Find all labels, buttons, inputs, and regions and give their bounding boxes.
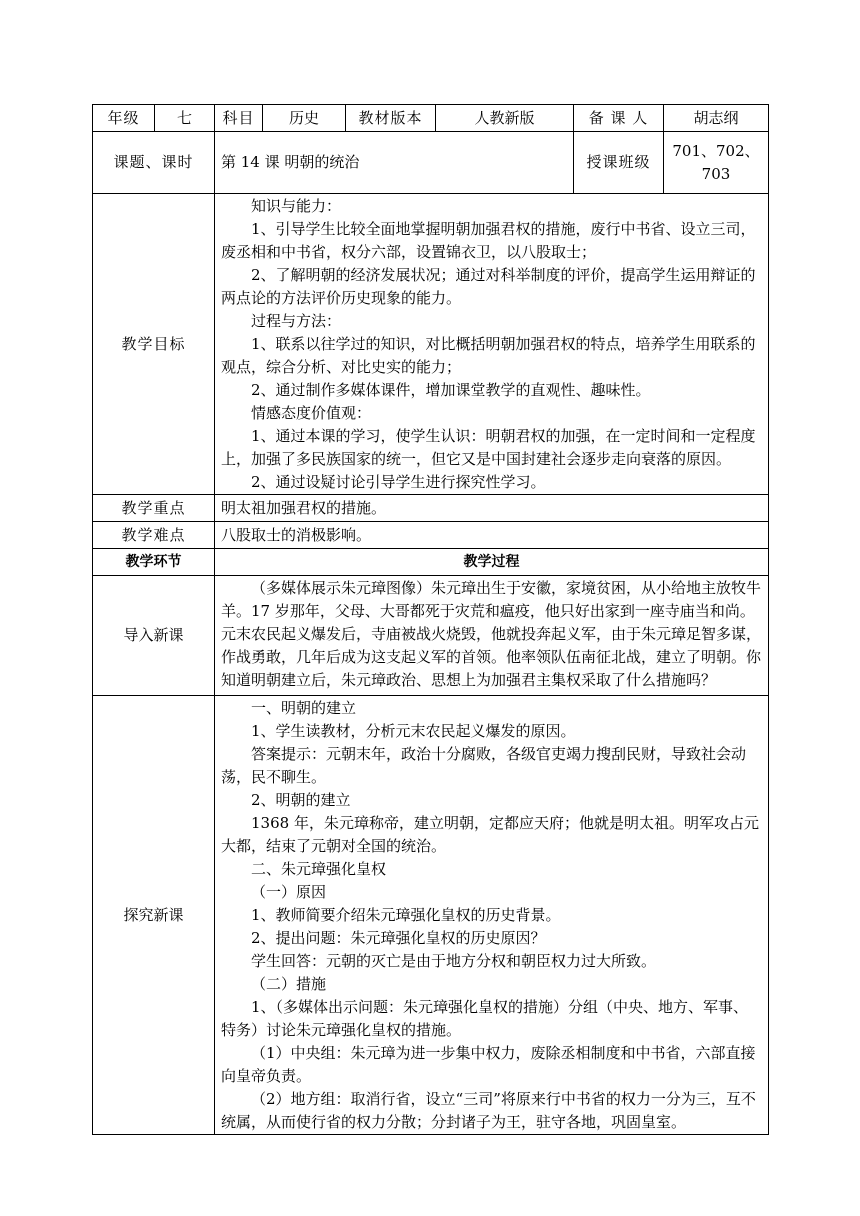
key-point-label: 教学重点 <box>93 495 215 522</box>
class-value <box>664 132 769 194</box>
process-header-row <box>93 549 769 576</box>
difficulty-value: 八股取士的消极影响。 <box>215 522 769 549</box>
objective-line: 1、通过本课的学习，使学生认识：明朝君权的加强，在一定时间和一定程度上，加强了多民族国家的统一，但它又是中国封建社会逐步走向衰落的原因。 <box>221 427 756 468</box>
class-value-line1: 701、702、 <box>672 141 760 160</box>
topic-row <box>93 132 769 194</box>
explore-line: （1）中央组：朱元璋为进一步集中权力，废除丞相制度和中书省，六部直接向皇帝负责。 <box>221 1044 756 1085</box>
grade-value: 七 <box>155 105 215 132</box>
subject-value: 历史 <box>263 105 346 132</box>
class-label: 授课班级 <box>574 132 664 194</box>
explore-label: 探究新课 <box>93 696 215 1135</box>
class-value-line2: 703 <box>701 164 731 183</box>
edition-label: 教材版本 <box>346 105 436 132</box>
objective-line: 1、联系以往学过的知识，对比概括明朝加强君权的特点，培养学生用联系的观点，综合分析、对比史实的能力； <box>221 335 756 376</box>
explore-line: 学生回答：元朝的灭亡是由于地方分权和朝臣权力过大所致。 <box>251 952 657 970</box>
difficulty-label: 教学难点 <box>93 522 215 549</box>
objective-line: 过程与方法： <box>251 312 342 330</box>
explore-line: （二）措施 <box>251 975 327 993</box>
explore-content <box>215 696 769 1135</box>
objective-line: 2、通过制作多媒体课件，增加课堂教学的直观性、趣味性。 <box>251 381 651 399</box>
objective-line: 知识与能力： <box>251 197 342 215</box>
explore-line: （2）地方组：取消行省，设立“三司”将原来行中书省的权力一分为三，互不统属，从而使行省的权力分散；分封诸子为王，驻守各地，巩固皇室。 <box>221 1090 756 1131</box>
key-point-row <box>93 495 769 522</box>
subject-label: 科目 <box>215 105 263 132</box>
explore-line: 答案提示：元朝末年，政治十分腐败，各级官吏竭力搜刮民财，导致社会动荡，民不聊生。 <box>221 745 747 786</box>
edition-value: 人教新版 <box>436 105 574 132</box>
objectives-row <box>93 194 769 495</box>
objective-line: 情感态度价值观： <box>251 404 372 422</box>
objectives-content <box>215 194 769 495</box>
topic-label: 课题、课时 <box>93 132 215 194</box>
grade-label: 年级 <box>93 105 155 132</box>
explore-line: 1、教师简要介绍朱元璋强化皇权的历史背景。 <box>251 906 561 924</box>
header-row <box>93 105 769 132</box>
intro-row <box>93 576 769 696</box>
preparer-label: 备 课 人 <box>574 105 664 132</box>
key-point-value: 明太祖加强君权的措施。 <box>215 495 769 522</box>
explore-line: 1368 年，朱元璋称帝，建立明朝，定都应天府；他就是明太祖。明军攻占元大都，结束了元朝对全国的统治。 <box>221 814 759 855</box>
process-header-left: 教学环节 <box>93 549 215 576</box>
objective-line: 1、引导学生比较全面地掌握明朝加强君权的措施，废行中书省、设立三司，废丞相和中书省，权分六部，设置锦衣卫，以八股取士； <box>221 220 756 261</box>
preparer-value: 胡志纲 <box>664 105 769 132</box>
explore-line: 一、明朝的建立 <box>251 699 357 717</box>
intro-content <box>215 576 769 696</box>
topic-value: 第 14 课 明朝的统治 <box>215 132 574 194</box>
explore-line: （一）原因 <box>251 883 327 901</box>
explore-line: 2、提出问题：朱元璋强化皇权的历史原因？ <box>251 929 546 947</box>
objective-line: 2、了解明朝的经济发展状况；通过对科举制度的评价，提高学生运用辩证的两点论的方法评价历史现象的能力。 <box>221 266 756 307</box>
explore-line: 1、学生读教材，分析元末农民起义爆发的原因。 <box>251 722 576 740</box>
objectives-label: 教学目标 <box>93 194 215 495</box>
lesson-plan-table <box>92 104 769 1135</box>
process-header-right: 教学过程 <box>215 549 769 576</box>
explore-line: 二、朱元璋强化皇权 <box>251 860 387 878</box>
objective-line: 2、通过设疑讨论引导学生进行探究性学习。 <box>251 473 546 491</box>
explore-row <box>93 696 769 1135</box>
explore-line: 1、（多媒体出示问题：朱元璋强化皇权的措施）分组（中央、地方、军事、特务）讨论朱元璋强化皇权的措施。 <box>221 998 749 1039</box>
intro-text: （多媒体展示朱元璋图像）朱元璋出生于安徽，家境贫困，从小给地主放牧牛羊。17 岁那年，父母、大哥都死于灾荒和瘟疫，他只好出家到一座寺庙当和尚。元末农民起义爆发后，寺庙被战火烧毁，他就投奔起义军，由于朱元璋足智多谋，作战勇敢，几年后成为这支起义军的首领。他率领队伍南征北战，建立了明朝。你知道明朝建立后，朱元璋政治、思想上为加强君主集权采取了什么措施吗？ <box>221 579 762 689</box>
intro-label: 导入新课 <box>93 576 215 696</box>
difficulty-row <box>93 522 769 549</box>
explore-line: 2、明朝的建立 <box>251 791 351 809</box>
